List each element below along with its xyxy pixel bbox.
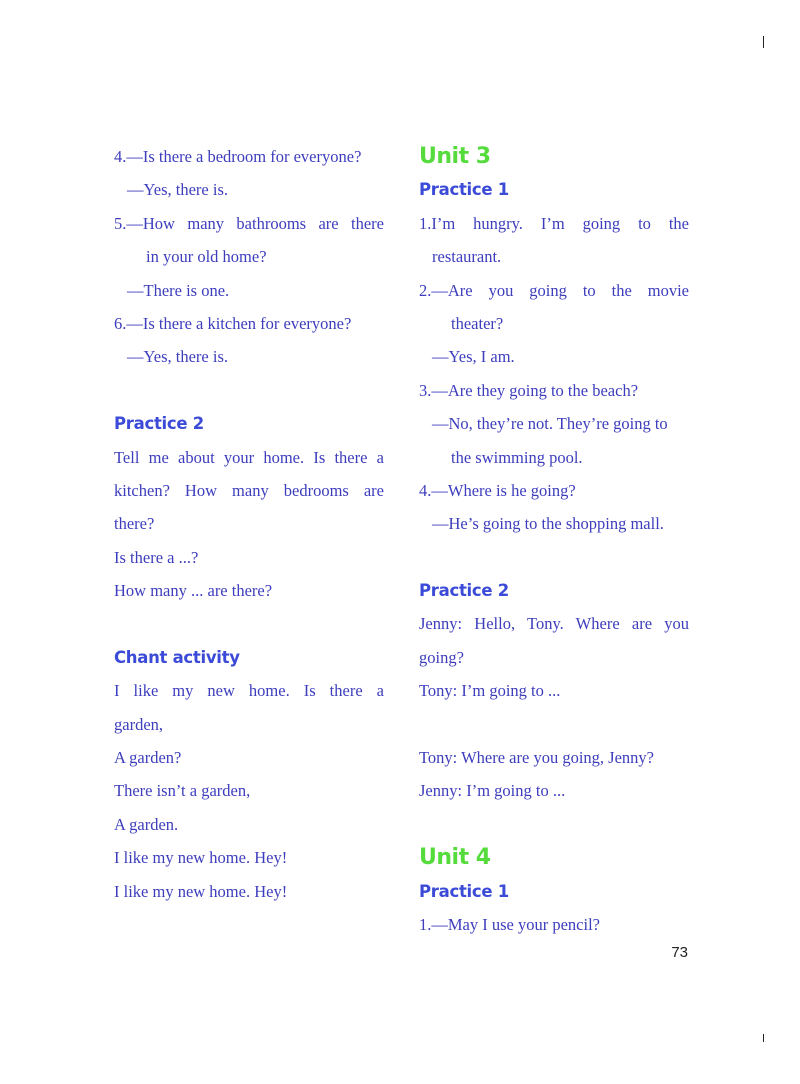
text-line: A garden? xyxy=(114,748,182,768)
spacer xyxy=(114,374,384,407)
unit-title: Unit 4 xyxy=(419,845,491,871)
text-line: A garden. xyxy=(114,814,179,834)
text-line: 2.—Are you going to the movie xyxy=(419,280,689,300)
text-line: kitchen? How many bedrooms are xyxy=(114,480,384,500)
left-column xyxy=(114,140,384,908)
text-line: there? xyxy=(114,514,155,534)
text-line: —Yes, there is. xyxy=(127,180,228,200)
section-heading: Practice 1 xyxy=(419,881,509,901)
text-line: —Yes, I am. xyxy=(432,347,515,367)
text-line: Tony: I’m going to ... xyxy=(419,681,561,701)
section-heading: Practice 2 xyxy=(114,414,204,434)
text-line: I like my new home. Hey! xyxy=(114,848,288,868)
text-line: I like my new home. Is there a xyxy=(114,681,384,701)
crop-mark-bottom xyxy=(763,1034,764,1042)
page-number: 73 xyxy=(671,944,688,961)
text-line: 1.I’m hungry. I’m going to the xyxy=(419,213,689,233)
spacer xyxy=(419,708,689,741)
text-line: Jenny: Hello, Tony. Where are you xyxy=(419,614,689,634)
text-line: How many ... are there? xyxy=(114,581,273,601)
text-line: —No, they’re not. They’re going to xyxy=(432,414,668,434)
text-line: garden, xyxy=(114,714,164,734)
unit-title: Unit 3 xyxy=(419,144,491,169)
section-heading: Practice 2 xyxy=(419,581,509,601)
text-line: 1.—May I use your pencil? xyxy=(419,914,600,934)
text-line: 3.—Are they going to the beach? xyxy=(419,380,639,400)
text-line: in your old home? xyxy=(146,247,267,267)
text-line: —There is one. xyxy=(127,280,230,300)
text-line: Tell me about your home. Is there a xyxy=(114,447,384,467)
section-heading: Chant activity xyxy=(114,647,240,667)
spacer xyxy=(114,607,384,640)
text-line: Jenny: I’m going to ... xyxy=(419,781,566,801)
text-line: 4.—Where is he going? xyxy=(419,480,576,500)
right-column xyxy=(419,140,689,941)
text-line: restaurant. xyxy=(432,247,502,267)
spacer xyxy=(419,808,689,841)
section-heading: Practice 1 xyxy=(419,180,509,200)
text-line: 4.—Is there a bedroom for everyone? xyxy=(114,147,362,166)
text-line: Is there a ...? xyxy=(114,547,199,567)
text-line: 6.—Is there a kitchen for everyone? xyxy=(114,313,352,333)
spacer xyxy=(419,541,689,574)
text-line: There isn’t a garden, xyxy=(114,781,251,801)
text-line: theater? xyxy=(451,313,504,333)
text-line: I like my new home. Hey! xyxy=(114,881,288,901)
text-line: Tony: Where are you going, Jenny? xyxy=(419,748,654,768)
crop-mark-top xyxy=(763,36,764,48)
text-line: —Yes, there is. xyxy=(127,347,228,367)
text-line: 5.—How many bathrooms are there xyxy=(114,213,384,233)
text-line: the swimming pool. xyxy=(451,447,583,467)
text-line: —He’s going to the shopping mall. xyxy=(432,514,664,534)
text-line: going? xyxy=(419,647,464,667)
